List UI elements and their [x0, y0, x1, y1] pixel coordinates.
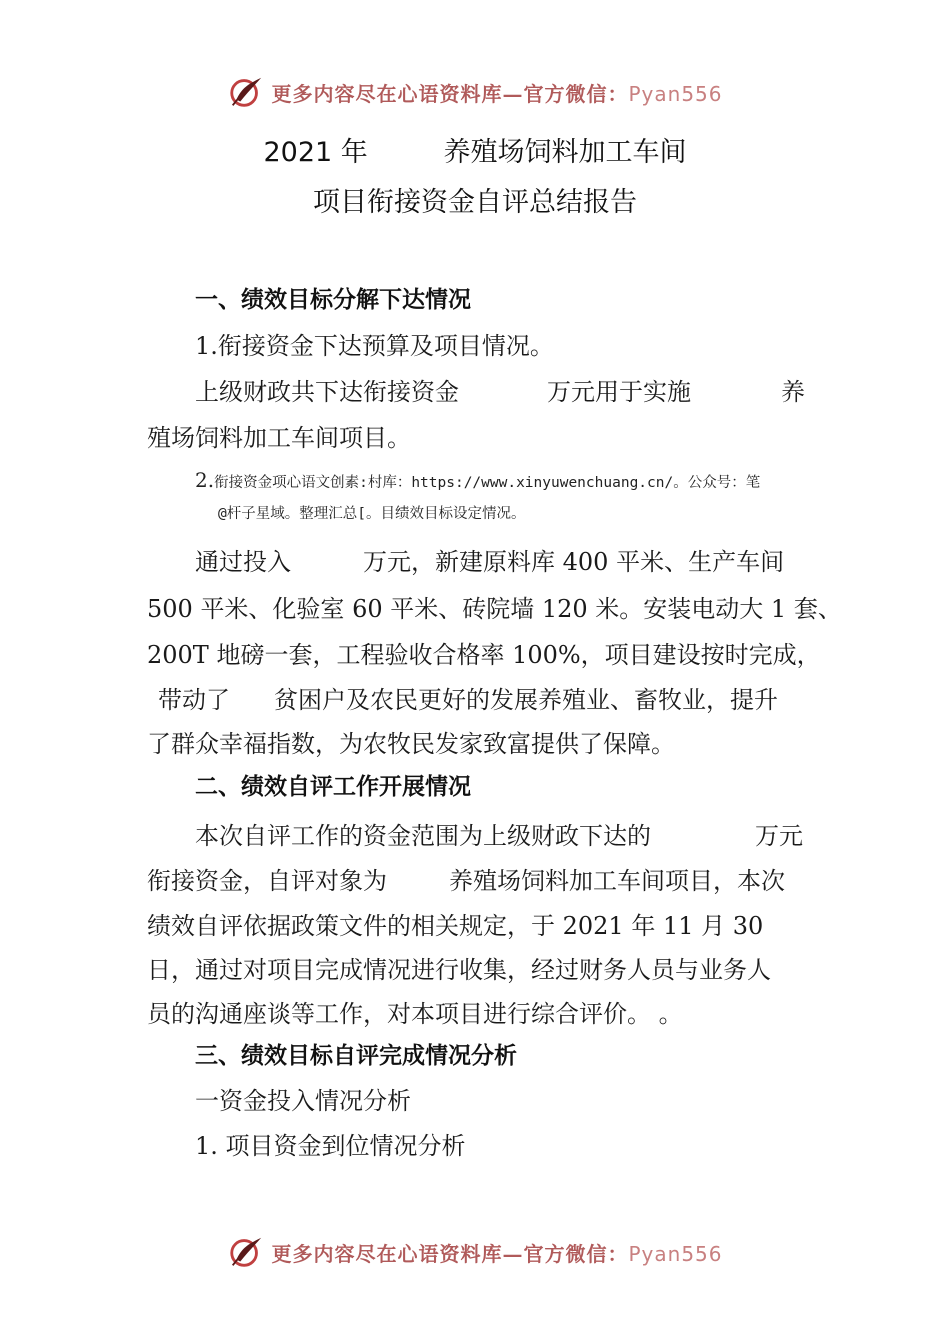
paragraph-5: 一资金投入情况分析	[195, 1087, 411, 1115]
paragraph-2-line1: 上级财政共下达衔接资金 万元用于实施 养	[195, 378, 805, 406]
document-title-line2: 项目衔接资金自评总结报告	[313, 187, 637, 218]
paragraph-3-line3: 200T 地磅一套，工程验收合格率 100%，项目建设按时完成，	[147, 641, 821, 669]
paragraph-6: 1. 项目资金到位情况分析	[195, 1132, 466, 1160]
paragraph-4-line1: 本次自评工作的资金范围为上级财政下达的 万元	[195, 822, 803, 850]
section-heading-3: 三、绩效目标自评完成情况分析	[195, 1043, 517, 1069]
document-title-line1	[0, 130, 950, 169]
paragraph-3-line2: 500 平米、化验室 60 平米、砖院墙 120 米。安装电动大 1 套、	[147, 595, 842, 623]
wechat-account: Pyan556	[628, 1241, 723, 1266]
paragraph-3-line4: 带动了 贫困户及农民更好的发展养殖业、畜牧业，提升	[158, 686, 778, 714]
banner-text: 更多内容尽在心语资料库—官方微信：Pyan556	[271, 1241, 723, 1266]
footer-watermark-banner	[0, 1232, 950, 1272]
paragraph-1: 1.衔接资金下达预算及项目情况。	[195, 332, 554, 360]
paragraph-4-line3: 绩效自评依据政策文件的相关规定，于 2021 年 11 月 30	[147, 912, 764, 940]
title-project: 养殖场饲料加工车间	[443, 137, 687, 168]
watermark-line-2: @杆子星域。整理汇总[。目绩效目标设定情况。	[218, 506, 526, 522]
paragraph-3-line1: 通过投入 万元，新建原料库 400 平米、生产车间	[195, 548, 785, 576]
paragraph-4-line5: 员的沟通座谈等工作，对本项目进行综合评价。 。	[147, 1000, 683, 1028]
paragraph-4-line4: 日，通过对项目完成情况进行收集，经过财务人员与业务人	[147, 956, 771, 984]
title-year: 2021 年	[263, 137, 368, 168]
paragraph-2-line2: 殖场饲料加工车间项目。	[147, 424, 411, 452]
paragraph-3-line5: 了群众幸福指数，为农牧民发家致富提供了保障。	[147, 730, 675, 758]
header-watermark-banner	[0, 72, 950, 112]
brand-logo-icon	[227, 1233, 265, 1271]
banner-text: 更多内容尽在心语资料库—官方微信：Pyan556	[271, 81, 723, 106]
brand-logo-icon	[227, 73, 265, 111]
section-heading-2: 二、绩效自评工作开展情况	[195, 774, 471, 800]
wechat-account: Pyan556	[628, 81, 723, 106]
section-heading-1: 一、绩效目标分解下达情况	[195, 287, 471, 313]
watermark-line-1: 2.衔接资金项心语文创素:村库：https://www.xinyuwenchuang.cn/。公众号：笔	[195, 468, 761, 492]
paragraph-4-line2: 衔接资金，自评对象为 养殖场饲料加工车间项目，本次	[147, 867, 785, 895]
